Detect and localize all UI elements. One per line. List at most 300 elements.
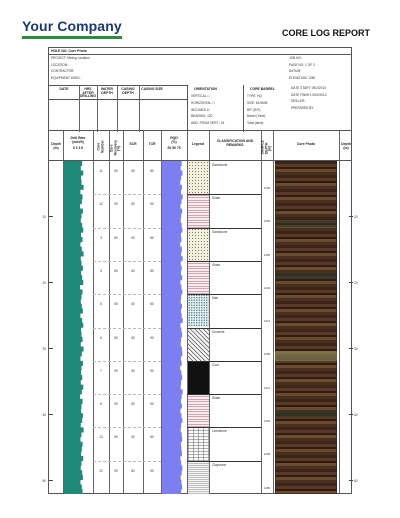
water-column-header: CASING SIZE <box>141 87 163 91</box>
strata-boundary <box>187 194 261 195</box>
drill-rate-chart-bar <box>64 247 82 252</box>
orientation-row: ANG. FROM VERT.: 15 <box>191 121 225 126</box>
drill-rate-ticks: 0 2 4 6 <box>72 146 84 150</box>
drill-rate-chart-bar <box>64 242 80 247</box>
sample-depth-value: 1212 <box>263 319 271 324</box>
project-field: PROJECT: Mining Location <box>51 56 90 60</box>
rqd-chart-bar <box>162 389 183 394</box>
core-number-header: Core Number <box>96 140 104 153</box>
depth-tick-mark <box>49 414 53 415</box>
drill-rate-chart-bar <box>64 446 82 451</box>
rqd-chart-bar <box>162 209 182 214</box>
strata-legend-swatch <box>188 194 209 227</box>
depth-tick-mark <box>349 480 353 481</box>
drill-rate-chart-bar <box>64 228 83 233</box>
drill-rate-chart-bar <box>64 366 82 371</box>
rqd-chart-bar <box>162 261 181 266</box>
rqd-chart-bar <box>162 275 182 280</box>
rqd-chart-bar <box>162 161 182 166</box>
tcr-cell: 90 <box>150 402 154 407</box>
rqd-chart-bar <box>162 356 181 361</box>
drill-rate-chart-bar <box>64 199 82 204</box>
strata-boundary <box>187 361 261 362</box>
drill-rate-chart-bar <box>64 185 84 190</box>
drill-rate-chart-bar <box>64 313 80 318</box>
core-title: CORE BARREL <box>250 87 275 91</box>
drill-rate-chart-bar <box>64 470 82 475</box>
rqd-chart-bar <box>162 232 181 237</box>
core-row: TYPE: HQ <box>247 94 262 98</box>
strata-boundary <box>187 328 261 329</box>
water-column-header: DATE <box>59 87 69 91</box>
scr-cell: 60 <box>131 435 135 440</box>
strata-boundary <box>187 261 261 262</box>
rqd-chart-bar <box>162 404 182 409</box>
core-recovery-cell: 80 <box>114 302 118 307</box>
rqd-chart-bar <box>162 289 182 294</box>
scr-cell: 80 <box>131 335 135 340</box>
strata-name: Shale <box>212 196 221 201</box>
water-column-header: CASING DEPTH <box>121 87 135 95</box>
depth-tick-right: 10 <box>354 214 358 219</box>
water-column-divider <box>79 85 80 132</box>
strata-legend-swatch <box>188 461 209 494</box>
rqd-chart-bar <box>162 218 181 223</box>
job-field: ELEVATION: 1250 <box>289 75 316 80</box>
drill-rate-chart-bar <box>64 223 82 228</box>
drill-rate-chart-bar <box>64 175 81 180</box>
rqd-chart-bar <box>162 437 182 442</box>
rqd-chart-bar <box>162 366 180 371</box>
drill-rate-chart-bar <box>64 166 81 171</box>
rqd-chart-bar <box>162 175 181 180</box>
rqd-chart-bar <box>162 256 183 261</box>
rqd-chart-bar <box>162 394 182 399</box>
drill-rate-chart-bar <box>64 204 80 209</box>
core-recovery-cell: 80 <box>114 435 118 440</box>
tcr-cell: 80 <box>150 169 154 173</box>
depth-scale-right <box>354 161 366 494</box>
job-field: DATUM: <box>289 69 301 73</box>
rqd-chart-bar <box>162 199 181 204</box>
column-divider <box>63 131 64 160</box>
log-body <box>48 161 352 494</box>
drill-rate-chart-bar <box>64 213 82 218</box>
scr-cell: 80 <box>131 202 135 207</box>
water-column-header: HRS AFTER DRILLING <box>79 87 96 99</box>
run-divider <box>93 427 161 428</box>
drill-rate-chart-bar <box>64 180 82 185</box>
report-header <box>48 47 352 131</box>
tcr-cell: 80 <box>150 235 154 240</box>
core-recovery-cell: 80 <box>114 235 118 240</box>
drill-rate-chart-bar <box>64 399 83 404</box>
sample-depth-value: 1206 <box>263 452 271 457</box>
run-divider <box>93 328 161 329</box>
core-number-cell: 22 <box>99 468 103 473</box>
tcr-cell: 90 <box>150 368 154 373</box>
column-divider <box>261 161 262 493</box>
strata-boundary <box>187 427 261 428</box>
rqd-chart-bar <box>162 242 180 247</box>
core-number-cell: 7 <box>100 368 102 373</box>
rqd-chart-bar <box>162 480 181 485</box>
drill-rate-chart-bar <box>64 232 81 237</box>
run-divider <box>93 228 161 229</box>
orientation-title: ORIENTATION <box>194 87 217 91</box>
rqd-chart-bar <box>162 332 182 337</box>
rqd-header: RQD <box>170 136 178 140</box>
depth-tick-mark <box>349 216 353 217</box>
drill-rate-chart-bar <box>64 285 80 290</box>
drill-rate-chart-bar <box>64 261 82 266</box>
rqd-chart-bar <box>162 456 180 461</box>
core-recovery-cell: 90 <box>114 468 118 473</box>
project-field: CONTRACTOR: <box>51 69 75 73</box>
sample-depth-value: 1240 <box>263 285 271 290</box>
scr-cell: 80 <box>131 468 135 473</box>
strata-boundary <box>187 394 261 395</box>
core-number-cell: 5 <box>100 302 102 307</box>
rqd-chart-bar <box>162 432 182 437</box>
core-photo-band <box>275 411 337 417</box>
strata-legend-swatch <box>188 228 209 261</box>
drill-rate-unit: (min/ft) <box>72 140 84 144</box>
rqd-chart-bar <box>162 308 181 313</box>
rqd-chart-bar <box>162 351 182 356</box>
drill-rate-chart-bar <box>64 342 81 347</box>
orientation-row: BEARING: 120 <box>191 114 213 119</box>
drill-rate-chart-bar <box>64 451 81 456</box>
run-divider <box>93 361 161 362</box>
rqd-chart-bar <box>162 213 181 218</box>
rqd-chart-bar <box>162 318 183 323</box>
rqd-chart-bar <box>162 451 182 456</box>
rqd-chart-bar <box>162 190 181 195</box>
depth-right-header: Depth (m) <box>341 142 351 150</box>
drill-rate-chart-bar <box>64 437 80 442</box>
sample-depth-value: 1250 <box>263 352 271 357</box>
date-field: PREPARED BY: <box>291 105 315 110</box>
company-logo: Your Company <box>22 18 122 34</box>
drill-rate-chart-bar <box>64 328 81 333</box>
drill-rate-chart-bar <box>64 351 82 356</box>
sample-depth-value: 1265 <box>263 252 271 257</box>
rqd-chart-bar <box>162 489 181 494</box>
drill-rate-header: Drill Rate <box>70 136 86 140</box>
strata-name: Sandstone <box>212 229 228 234</box>
drill-rate-chart-bar <box>64 318 82 323</box>
drill-rate-chart-bar <box>64 456 83 461</box>
drill-rate-chart-bar <box>64 385 83 390</box>
rqd-unit: (%) <box>171 140 177 144</box>
scr-cell: 80 <box>131 368 135 373</box>
rqd-chart-bar <box>162 461 181 466</box>
drill-rate-chart-bar <box>64 304 82 309</box>
rqd-chart <box>161 161 187 494</box>
column-divider <box>273 161 274 493</box>
rqd-chart-bar <box>162 204 180 209</box>
strata-name: Sandstone <box>212 163 228 167</box>
depth-tick-mark <box>349 282 353 283</box>
core-photo-header: Core Photo <box>296 142 316 146</box>
core-row: SIZE: 63.5MM <box>247 100 268 105</box>
core-recovery-cell: 90 <box>114 202 118 207</box>
depth-tick-mark <box>49 348 53 349</box>
rqd-chart-bar <box>162 194 183 199</box>
drill-rate-chart-bar <box>64 442 83 447</box>
column-divider <box>161 131 162 160</box>
strata-legend-swatch <box>188 328 209 361</box>
tcr-cell: 80 <box>150 268 154 273</box>
drill-rate-chart-bar <box>64 423 81 428</box>
scr-cell: 60 <box>131 302 135 307</box>
job-field: JOB NO: <box>289 56 302 60</box>
strata-legend-swatch <box>188 161 209 194</box>
core-recovery-cell: 90 <box>114 402 118 407</box>
strata-legend-swatch <box>188 361 209 394</box>
rqd-chart-bar <box>162 328 181 333</box>
core-recovery-cell: 80 <box>114 268 118 273</box>
rqd-chart-bar <box>162 304 182 309</box>
strata-legend-swatch <box>188 427 209 460</box>
rqd-chart-bar <box>162 171 182 176</box>
drill-rate-chart-bar <box>64 270 81 275</box>
report-title: CORE LOG REPORT <box>281 28 370 38</box>
core-recovery-header: Core Recovery (%) <box>109 140 121 156</box>
date-field: DATE FINISH: 05/2/2013 <box>291 92 327 97</box>
orientation-block <box>187 85 244 132</box>
tcr-cell: 80 <box>150 435 154 440</box>
depth-tick-mark <box>49 480 53 481</box>
rqd-chart-bar <box>162 446 181 451</box>
drill-rate-chart-bar <box>64 237 83 242</box>
rqd-chart-bar <box>162 375 182 380</box>
core-number-cell: 8 <box>100 402 102 407</box>
rqd-chart-bar <box>162 423 181 428</box>
drill-rate-chart-bar <box>64 161 82 166</box>
sample-depth-value: 1250 <box>263 185 271 190</box>
core-barrel-block <box>243 85 290 132</box>
strata-name: Coal <box>212 362 219 367</box>
sample-depth-value: 1211 <box>263 385 270 390</box>
run-divider <box>93 261 161 262</box>
drill-rate-chart-bar <box>64 370 81 375</box>
water-table <box>49 85 187 132</box>
core-row: Total (alert): <box>247 121 264 126</box>
water-column-divider <box>117 85 118 132</box>
drill-rate-chart <box>63 161 93 494</box>
rqd-chart-bar <box>162 380 181 385</box>
core-photo-band <box>275 351 337 361</box>
strata-name: Shale <box>212 396 221 401</box>
tcr-cell: 90 <box>150 468 154 473</box>
run-divider <box>93 461 161 462</box>
depth-tick-right: 20 <box>354 280 358 285</box>
depth-scale-left <box>34 161 46 494</box>
column-divider <box>339 161 340 493</box>
rqd-chart-bar <box>162 237 181 242</box>
rqd-chart-bar <box>162 418 182 423</box>
tcr-cell: 80 <box>150 302 154 307</box>
drill-rate-chart-bar <box>64 337 83 342</box>
project-field: EQUIPMENT USED: <box>51 75 81 80</box>
drill-rate-chart-bar <box>64 294 82 299</box>
drill-rate-chart-bar <box>64 209 83 214</box>
core-photo-band <box>275 221 337 227</box>
drill-rate-chart-bar <box>64 332 82 337</box>
rqd-chart-bar <box>162 228 182 233</box>
core-recovery-cell: 80 <box>114 169 118 173</box>
rqd-chart-bar <box>162 294 181 299</box>
rqd-ticks: 25 50 75 <box>167 146 181 150</box>
rqd-chart-bar <box>162 484 182 489</box>
drill-rate-chart-bar <box>64 394 80 399</box>
sample-depth-value: 1260 <box>263 219 271 224</box>
core-row: Barrel (Yard): <box>247 114 266 119</box>
column-divider <box>93 131 94 160</box>
core-number-cell: 11 <box>99 169 103 173</box>
drill-rate-chart-bar <box>64 251 84 256</box>
core-number-cell: 12 <box>99 202 103 207</box>
rqd-chart-bar <box>162 247 182 252</box>
depth-tick-right: 50 <box>354 478 358 483</box>
drill-rate-chart-bar <box>64 347 84 352</box>
depth-tick-left: 30 <box>42 346 46 351</box>
rqd-chart-bar <box>162 285 181 290</box>
logo-underline <box>22 36 122 39</box>
drill-rate-chart-bar <box>64 418 82 423</box>
rqd-chart-bar <box>162 465 182 470</box>
run-divider <box>93 294 161 295</box>
strata-name: Marl <box>212 296 219 301</box>
core-photo-band <box>275 273 337 279</box>
rqd-chart-bar <box>162 442 181 447</box>
depth-tick-right: 30 <box>354 346 358 351</box>
drill-rate-chart-bar <box>64 280 83 285</box>
drill-rate-chart-bar <box>64 299 81 304</box>
date-field: DATE START: 05/2/2013 <box>291 86 326 90</box>
drill-rate-chart-bar <box>64 404 82 409</box>
drill-rate-chart-bar <box>64 484 82 489</box>
drill-rate-chart-bar <box>64 356 80 361</box>
drill-rate-chart-bar <box>64 408 81 413</box>
depth-header: Depth (m) <box>51 142 61 150</box>
orientation-row: INCLINED ☒ <box>191 107 210 112</box>
core-recovery-cell: 80 <box>114 335 118 340</box>
core-number-cell: 4 <box>100 268 102 273</box>
strata-name: Limestone <box>212 429 227 434</box>
core-photo-image <box>275 161 337 494</box>
sample-depth-value: 1230 <box>263 419 271 424</box>
job-field: PAGE NO: 1 OF 3 <box>289 62 315 67</box>
drill-rate-chart-bar <box>64 275 82 280</box>
tcr-cell: 90 <box>150 202 154 207</box>
drill-rate-chart-bar <box>64 461 82 466</box>
rqd-chart-bar <box>162 370 181 375</box>
rqd-chart-bar <box>162 166 181 171</box>
strata-legend-swatch <box>188 261 209 294</box>
tcr-header: TCR <box>148 142 156 146</box>
strata-legend-swatch <box>188 294 209 327</box>
depth-tick-mark <box>349 348 353 349</box>
scr-cell: 60 <box>131 235 135 240</box>
drill-rate-chart-bar <box>64 256 81 261</box>
strata-boundary <box>187 228 261 229</box>
drill-rate-chart-bar <box>64 194 83 199</box>
date-field: DRILLER: <box>291 99 306 103</box>
depth-tick-mark <box>349 414 353 415</box>
rqd-chart-bar <box>162 475 181 480</box>
rqd-chart-bar <box>162 361 182 366</box>
drill-rate-chart-bar <box>64 489 83 494</box>
rqd-chart-bar <box>162 470 182 475</box>
rqd-chart-bar <box>162 427 181 432</box>
drill-rate-chart-bar <box>64 432 82 437</box>
scr-cell: 60 <box>131 169 135 173</box>
drill-rate-chart-bar <box>64 480 80 485</box>
rqd-chart-bar <box>162 299 181 304</box>
rqd-chart-bar <box>162 180 180 185</box>
strata-boundary <box>187 461 261 462</box>
strata-boundary <box>187 294 261 295</box>
water-column-header: WATER DEPTH <box>101 87 113 95</box>
run-divider <box>93 194 161 195</box>
water-column-divider <box>139 85 140 132</box>
scr-cell: 60 <box>131 268 135 273</box>
tcr-cell: 90 <box>150 335 154 340</box>
strata-name: Claystone <box>212 462 227 467</box>
sample-depth-header: SAMPLE DEPTH (m) <box>260 140 272 155</box>
rqd-chart-bar <box>162 337 181 342</box>
drill-rate-chart-bar <box>64 190 80 195</box>
depth-tick-mark <box>49 216 53 217</box>
core-number-cell: 3 <box>100 235 102 240</box>
drill-rate-chart-bar <box>64 380 81 385</box>
rqd-chart-bar <box>162 185 182 190</box>
core-number-cell: 6 <box>100 335 102 340</box>
depth-tick-left: 40 <box>42 412 46 417</box>
strata-legend-swatch <box>188 394 209 427</box>
drill-rate-chart-bar <box>64 361 83 366</box>
run-divider <box>93 394 161 395</box>
rqd-chart-bar <box>162 323 180 328</box>
rqd-chart-bar <box>162 313 182 318</box>
hole-label: HOLE NO: Core Photo <box>51 49 87 53</box>
project-field: LOCATION: <box>51 62 68 67</box>
drill-rate-chart-bar <box>64 266 83 271</box>
rqd-chart-bar <box>162 347 182 352</box>
drill-rate-chart-bar <box>64 389 82 394</box>
depth-tick-left: 10 <box>42 214 46 219</box>
drill-rate-chart-bar <box>64 218 81 223</box>
orientation-row: HORIZONTAL ☐ <box>191 100 215 105</box>
core-row: BIT: (BIT) <box>247 107 261 112</box>
rqd-chart-bar <box>162 385 181 390</box>
orientation-row: VERTICAL ☐ <box>191 94 211 98</box>
column-header-row <box>48 131 352 161</box>
strata-name: Shale <box>212 262 221 267</box>
legend-header: Legend <box>191 142 205 146</box>
scr-cell: 80 <box>131 402 135 407</box>
rqd-chart-bar <box>162 270 181 275</box>
drill-rate-chart-bar <box>64 413 83 418</box>
rqd-chart-bar <box>162 266 182 271</box>
drill-rate-chart-bar <box>64 465 81 470</box>
classification-header: CLASSIFICATION AND REMARKS <box>216 139 254 147</box>
depth-tick-right: 40 <box>354 412 358 417</box>
core-recovery-cell: 90 <box>114 368 118 373</box>
